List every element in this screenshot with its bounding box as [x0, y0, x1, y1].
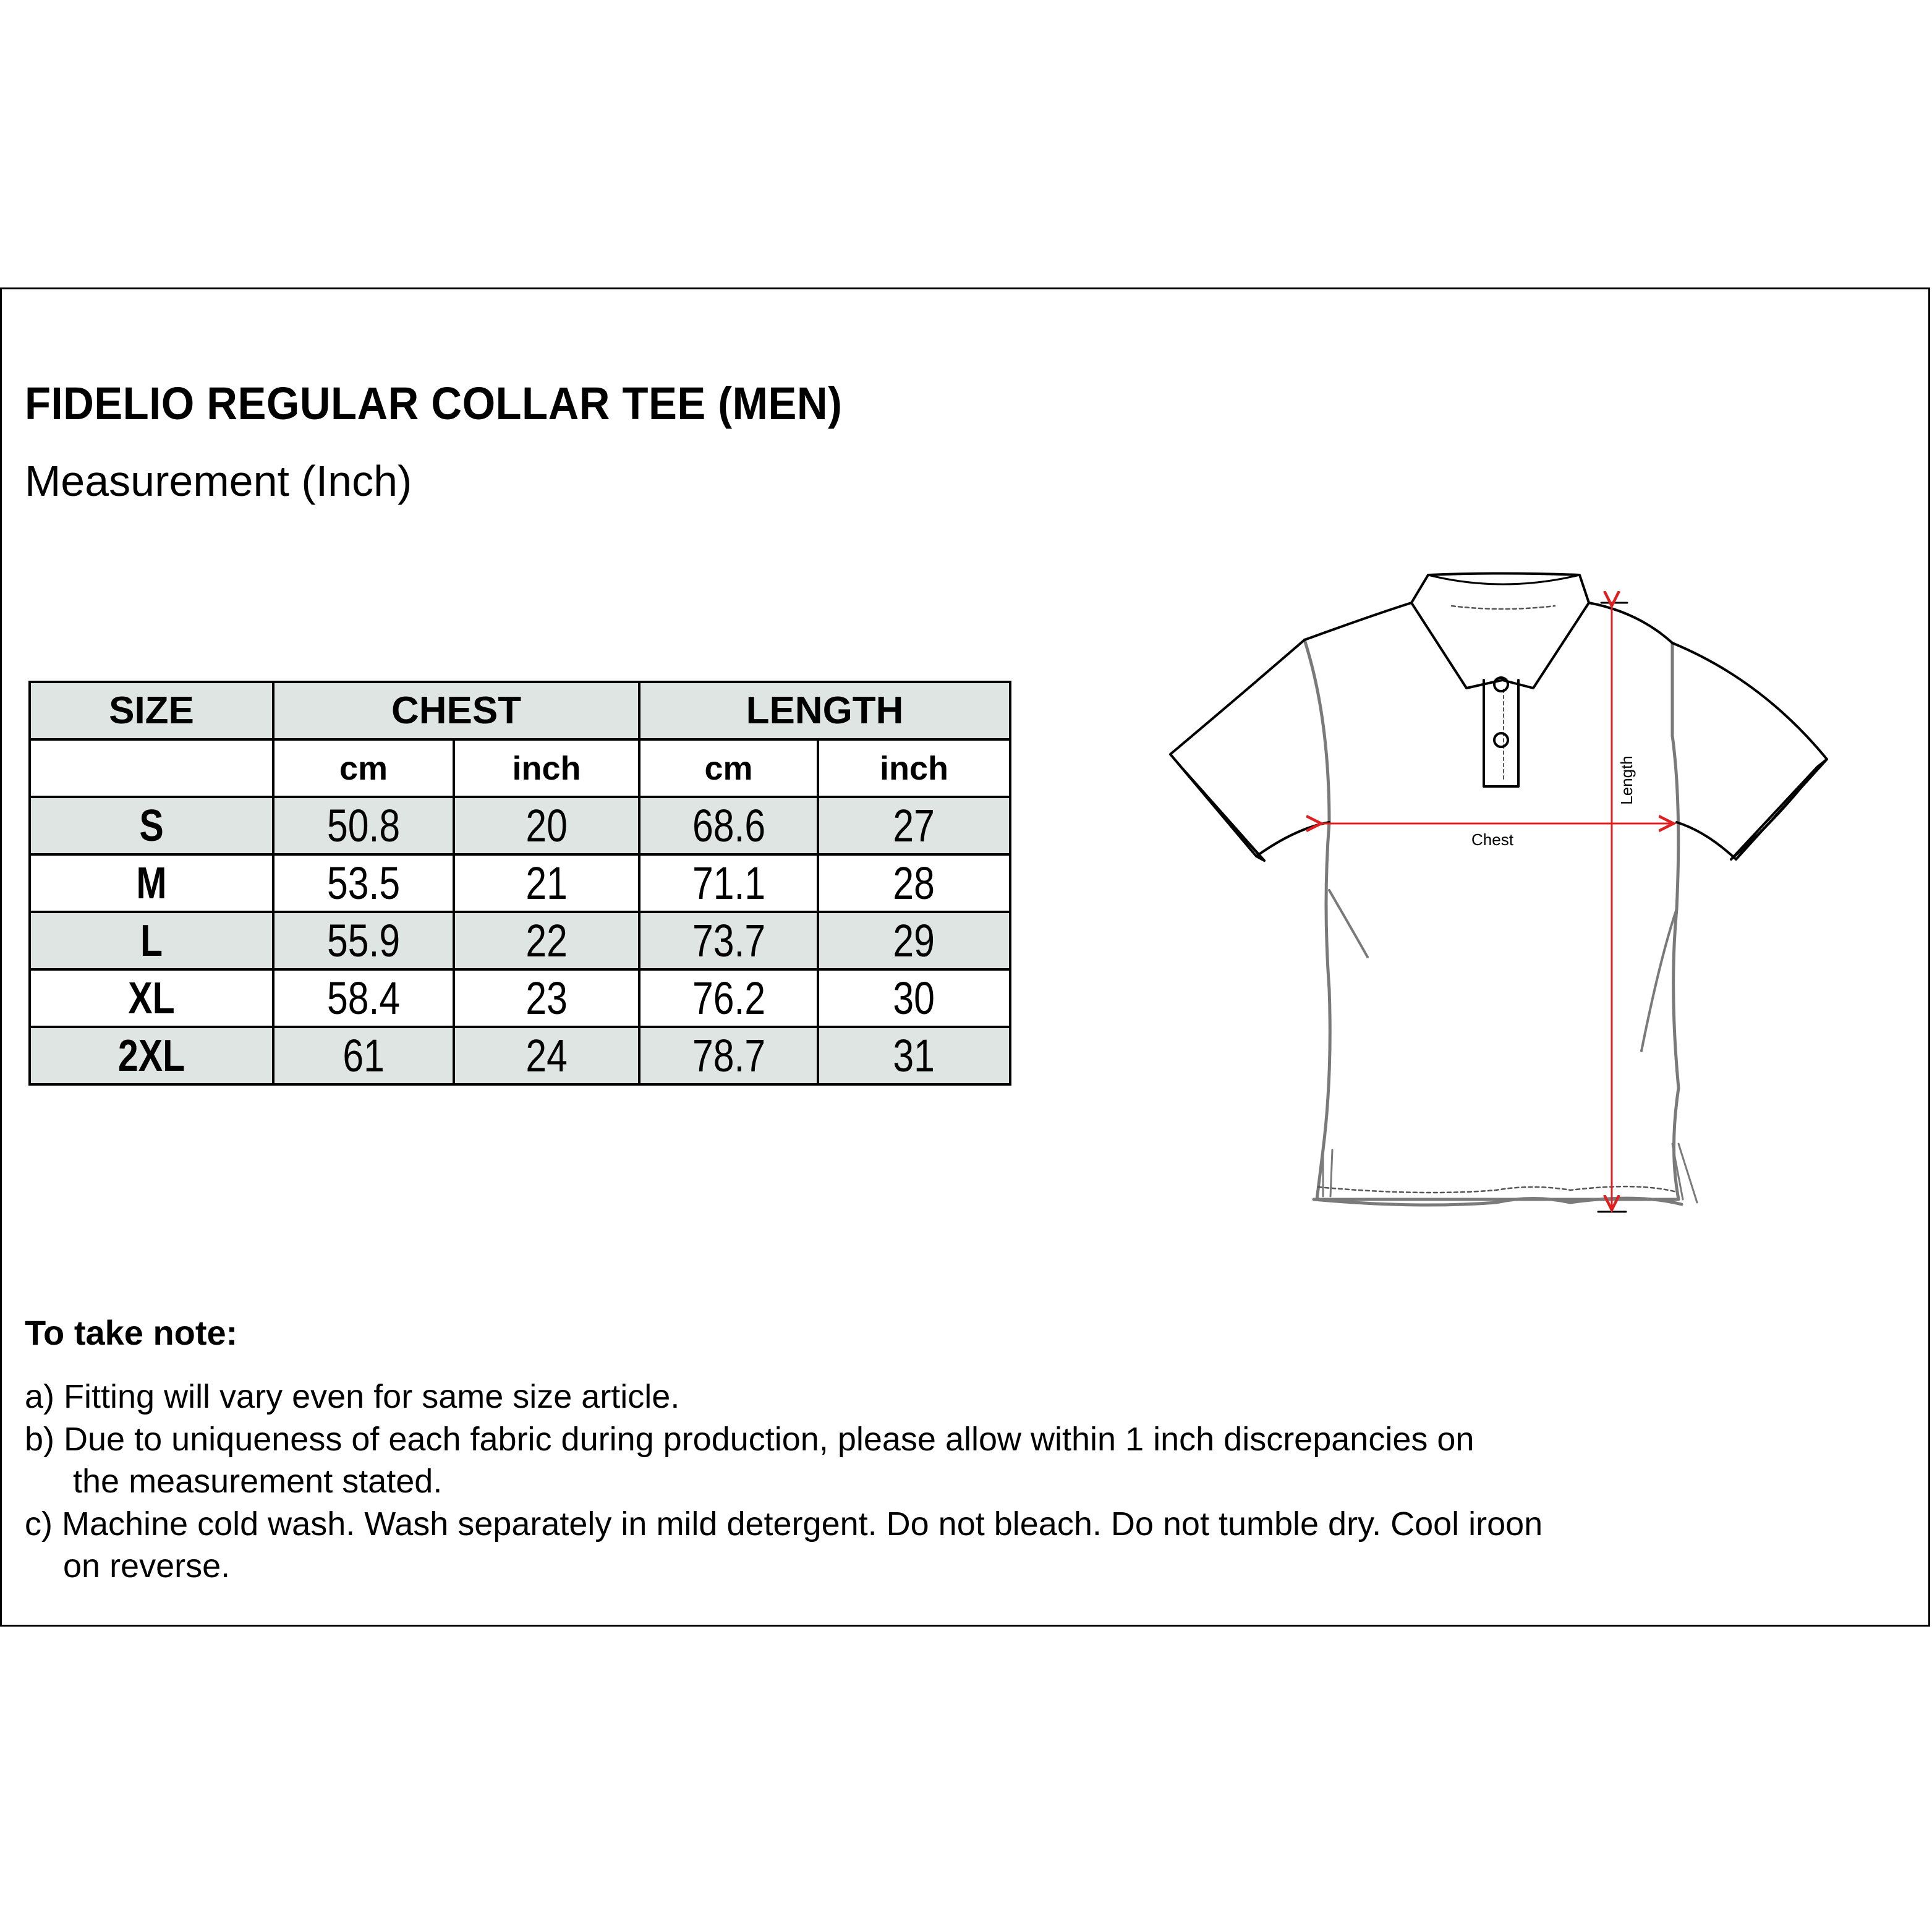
collar-band — [1428, 575, 1580, 584]
length-inch-value: 30 — [893, 972, 935, 1024]
size-value: S — [139, 801, 164, 851]
length-cm-value: 71.1 — [692, 857, 765, 909]
chest-inch-value: 20 — [526, 800, 568, 851]
chest-cm-cell — [273, 797, 454, 854]
size-cell — [30, 912, 273, 969]
shirt-body-outline — [1304, 640, 1679, 1199]
chest-cm-value: 53.5 — [326, 857, 401, 909]
length-label: Length — [1617, 755, 1636, 805]
length-cm-cell — [639, 1027, 818, 1084]
chest-inch-cell — [454, 854, 639, 912]
table-row — [30, 797, 1010, 854]
collar-stitch — [1452, 606, 1555, 609]
size-cell — [30, 854, 273, 912]
note-line: a) Fitting will vary even for same size article. — [25, 1378, 680, 1415]
left-sleeve — [1170, 640, 1329, 856]
chest-cm-value: 58.4 — [326, 972, 401, 1024]
left-sleeve-cuff — [1170, 754, 1264, 861]
polo-shirt-diagram — [1162, 566, 1842, 1221]
size-cell — [30, 797, 273, 854]
length-inch-cell — [818, 969, 1010, 1027]
left-shoulder — [1304, 603, 1411, 640]
right-sleeve-cuff — [1731, 759, 1827, 859]
length-cm-cell — [639, 797, 818, 854]
length-cm-value: 73.7 — [692, 915, 765, 966]
length-cm-cell — [639, 969, 818, 1027]
size-value: XL — [128, 973, 175, 1023]
note-line: on reverse. — [63, 1547, 231, 1585]
chest-cm-cell — [273, 854, 454, 912]
chest-cm-cell — [273, 912, 454, 969]
table-row — [30, 912, 1010, 969]
length-cm-value: 78.7 — [692, 1030, 765, 1081]
chest-inch-cell — [454, 1027, 639, 1084]
chest-inch-unit: inch — [454, 739, 639, 797]
size-cell — [30, 969, 273, 1027]
length-cm-cell — [639, 854, 818, 912]
length-cm-cell — [639, 912, 818, 969]
size-value: M — [136, 858, 167, 908]
right-sleeve — [1672, 643, 1827, 859]
length-inch-cell — [818, 854, 1010, 912]
chest-inch-cell — [454, 969, 639, 1027]
size-value: L — [140, 916, 163, 966]
size-value: 2XL — [117, 1031, 185, 1081]
right-drape-line — [1641, 909, 1677, 1051]
notes-heading: To take note: — [25, 1313, 238, 1352]
table-header-row — [30, 682, 1010, 739]
chest-cm-value: 61 — [343, 1030, 385, 1081]
page-subtitle: Measurement (Inch) — [25, 457, 412, 505]
hem-stitch — [1318, 1186, 1677, 1193]
chest-cm-value: 55.9 — [326, 915, 401, 966]
chest-cm-unit: cm — [273, 739, 454, 797]
size-chart-table — [28, 681, 1011, 1086]
chest-cm-cell — [273, 969, 454, 1027]
page-title: FIDELIO REGULAR COLLAR TEE (MEN) — [25, 378, 843, 429]
length-column-header: LENGTH — [639, 682, 1010, 739]
chest-inch-value: 24 — [526, 1030, 568, 1081]
size-cell — [30, 1027, 273, 1084]
left-drape-line — [1329, 890, 1368, 957]
table-unit-row — [30, 739, 1010, 797]
length-cm-value: 76.2 — [692, 972, 765, 1024]
chest-inch-value: 22 — [526, 915, 568, 966]
length-inch-value: 28 — [893, 857, 935, 909]
length-inch-cell — [818, 1027, 1010, 1084]
table-row — [30, 854, 1010, 912]
chest-inch-value: 23 — [526, 972, 568, 1024]
chest-column-header: CHEST — [273, 682, 639, 739]
length-inch-cell — [818, 912, 1010, 969]
chest-inch-cell — [454, 912, 639, 969]
length-inch-unit: inch — [818, 739, 1010, 797]
left-side-vent — [1323, 1150, 1332, 1196]
chest-inch-cell — [454, 797, 639, 854]
length-inch-value: 31 — [893, 1030, 935, 1081]
note-line: the measurement stated. — [73, 1463, 443, 1500]
size-column-header: SIZE — [30, 682, 273, 739]
table-row — [30, 969, 1010, 1027]
chest-cm-value: 50.8 — [326, 800, 401, 851]
length-cm-unit: cm — [639, 739, 818, 797]
note-line: b) Due to uniqueness of each fabric during production, please allow within 1 inch discrepancies on — [25, 1421, 1475, 1458]
unit-cell-empty — [30, 739, 273, 797]
chest-label: Chest — [1471, 830, 1513, 849]
length-inch-value: 27 — [893, 800, 935, 851]
length-inch-cell — [818, 797, 1010, 854]
note-line: c) Machine cold wash. Wash separately in mild detergent. Do not bleach. Do not tumble dry. Cool iroon — [25, 1505, 1543, 1543]
length-cm-value: 68.6 — [692, 800, 765, 851]
right-shoulder — [1589, 603, 1672, 643]
collar-outer — [1411, 574, 1589, 689]
button-icon — [1494, 733, 1508, 747]
length-inch-value: 29 — [893, 915, 935, 966]
chest-inch-value: 21 — [526, 857, 568, 909]
table-row — [30, 1027, 1010, 1084]
chest-cm-cell — [273, 1027, 454, 1084]
